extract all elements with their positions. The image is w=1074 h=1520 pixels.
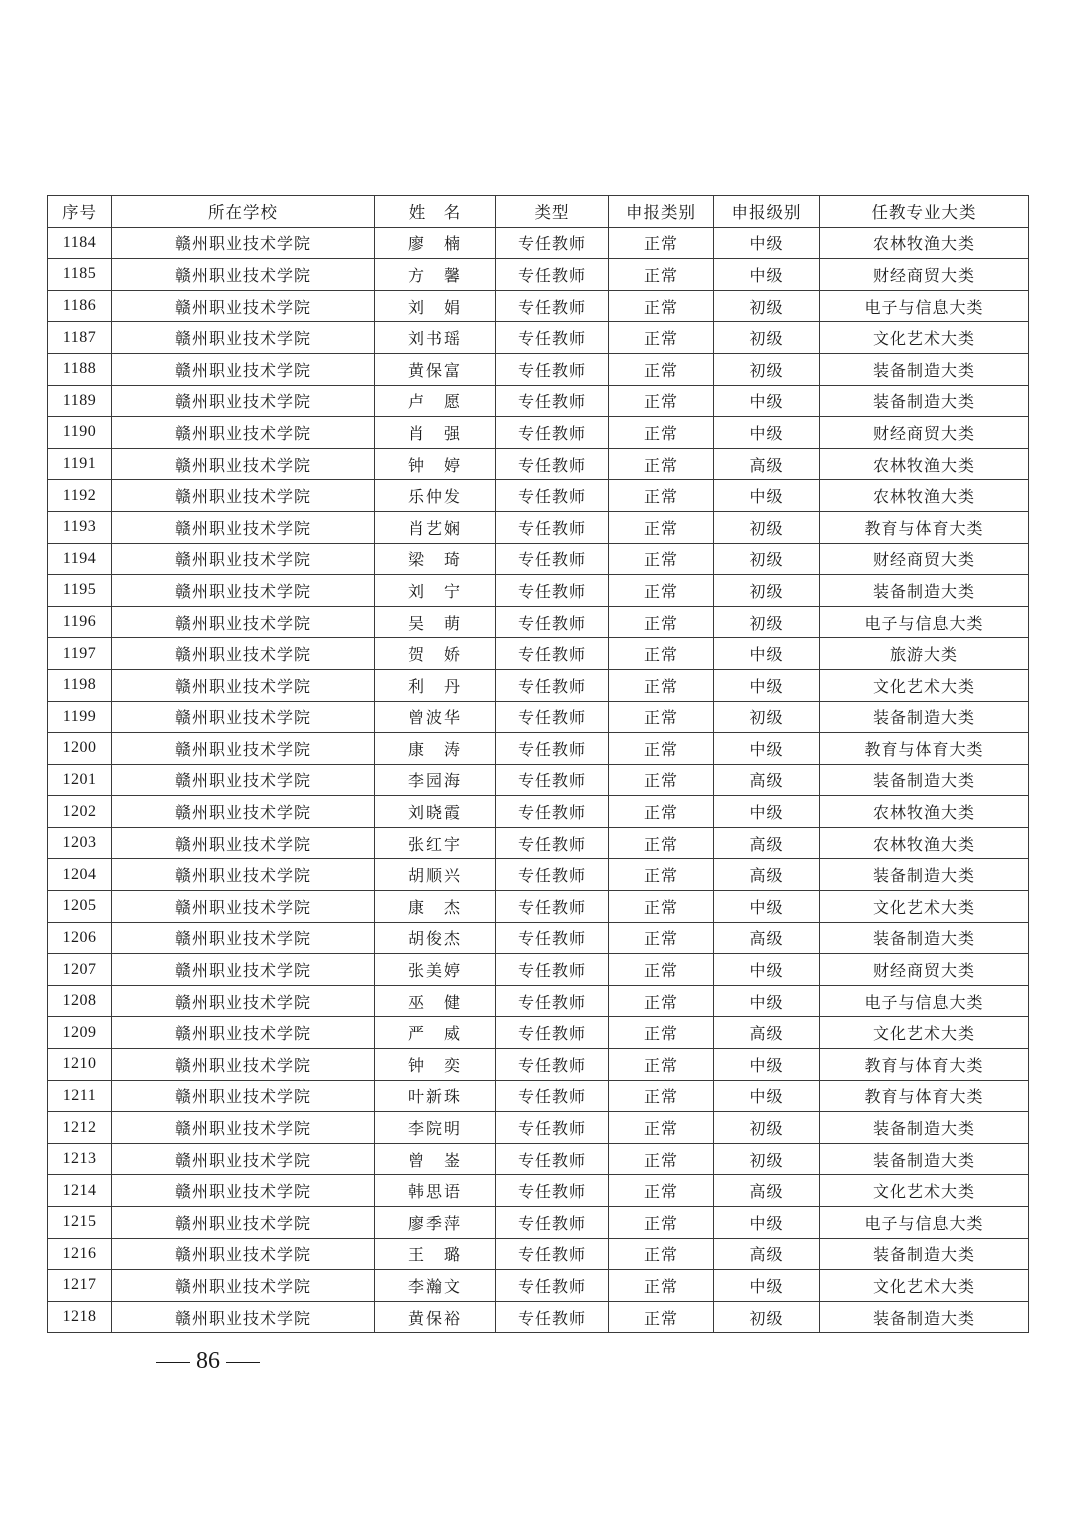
cell-name: 吴 萌: [375, 606, 496, 638]
cell-level: 高级: [714, 827, 820, 859]
cell-category: 正常: [609, 1270, 714, 1302]
header-school: 所在学校: [112, 196, 375, 228]
cell-category: 正常: [609, 1049, 714, 1081]
cell-category: 正常: [609, 1207, 714, 1239]
cell-type: 专任教师: [496, 227, 609, 259]
table-body: [48, 227, 1029, 1333]
cell-school: 赣州职业技术学院: [112, 891, 375, 923]
table-row: [48, 796, 1029, 828]
cell-school: 赣州职业技术学院: [112, 985, 375, 1017]
cell-level: 初级: [714, 511, 820, 543]
cell-school: 赣州职业技术学院: [112, 859, 375, 891]
cell-type: 专任教师: [496, 1143, 609, 1175]
cell-name: 肖 强: [375, 417, 496, 449]
table-row: [48, 480, 1029, 512]
cell-major: 电子与信息大类: [820, 290, 1029, 322]
footer-dash-right: [226, 1362, 260, 1363]
cell-index: 1188: [48, 353, 112, 385]
table-header-row: [48, 196, 1029, 228]
cell-major: 电子与信息大类: [820, 985, 1029, 1017]
cell-category: 正常: [609, 669, 714, 701]
cell-name: 李园海: [375, 764, 496, 796]
table-row: [48, 417, 1029, 449]
cell-name: 韩思语: [375, 1175, 496, 1207]
cell-school: 赣州职业技术学院: [112, 954, 375, 986]
cell-school: 赣州职业技术学院: [112, 1301, 375, 1333]
table-row: [48, 669, 1029, 701]
cell-level: 初级: [714, 353, 820, 385]
header-index: 序号: [48, 196, 112, 228]
cell-level: 高级: [714, 1175, 820, 1207]
cell-index: 1184: [48, 227, 112, 259]
header-name: 姓 名: [375, 196, 496, 228]
table-row: [48, 1143, 1029, 1175]
cell-type: 专任教师: [496, 764, 609, 796]
cell-school: 赣州职业技术学院: [112, 1175, 375, 1207]
cell-type: 专任教师: [496, 1175, 609, 1207]
cell-name: 叶新珠: [375, 1080, 496, 1112]
cell-name: 刘晓霞: [375, 796, 496, 828]
cell-major: 装备制造大类: [820, 1112, 1029, 1144]
cell-index: 1206: [48, 922, 112, 954]
cell-major: 财经商贸大类: [820, 543, 1029, 575]
cell-school: 赣州职业技术学院: [112, 1270, 375, 1302]
cell-name: 乐仲发: [375, 480, 496, 512]
cell-category: 正常: [609, 417, 714, 449]
cell-major: 电子与信息大类: [820, 1207, 1029, 1239]
cell-category: 正常: [609, 480, 714, 512]
cell-type: 专任教师: [496, 701, 609, 733]
cell-name: 张红宇: [375, 827, 496, 859]
cell-index: 1187: [48, 322, 112, 354]
cell-index: 1197: [48, 638, 112, 670]
cell-name: 梁 琦: [375, 543, 496, 575]
cell-type: 专任教师: [496, 1017, 609, 1049]
cell-type: 专任教师: [496, 1238, 609, 1270]
cell-major: 农林牧渔大类: [820, 796, 1029, 828]
cell-name: 黄保富: [375, 353, 496, 385]
cell-name: 刘书瑶: [375, 322, 496, 354]
cell-index: 1208: [48, 985, 112, 1017]
table-row: [48, 827, 1029, 859]
table-row: [48, 353, 1029, 385]
cell-level: 初级: [714, 1301, 820, 1333]
cell-level: 初级: [714, 1143, 820, 1175]
cell-major: 财经商贸大类: [820, 954, 1029, 986]
cell-category: 正常: [609, 701, 714, 733]
cell-category: 正常: [609, 922, 714, 954]
cell-category: 正常: [609, 259, 714, 291]
cell-school: 赣州职业技术学院: [112, 575, 375, 607]
cell-level: 中级: [714, 259, 820, 291]
table-row: [48, 385, 1029, 417]
cell-school: 赣州职业技术学院: [112, 764, 375, 796]
cell-school: 赣州职业技术学院: [112, 1143, 375, 1175]
cell-level: 初级: [714, 1112, 820, 1144]
cell-school: 赣州职业技术学院: [112, 259, 375, 291]
cell-name: 卢 愿: [375, 385, 496, 417]
page-footer: [150, 1346, 270, 1376]
table-row: [48, 922, 1029, 954]
page-number: 86: [196, 1348, 220, 1374]
cell-type: 专任教师: [496, 575, 609, 607]
cell-category: 正常: [609, 1175, 714, 1207]
cell-category: 正常: [609, 606, 714, 638]
cell-category: 正常: [609, 290, 714, 322]
cell-category: 正常: [609, 322, 714, 354]
header-type: 类型: [496, 196, 609, 228]
cell-type: 专任教师: [496, 511, 609, 543]
cell-type: 专任教师: [496, 1049, 609, 1081]
table-row: [48, 859, 1029, 891]
table-row: [48, 448, 1029, 480]
cell-index: 1189: [48, 385, 112, 417]
table-row: [48, 1049, 1029, 1081]
header-category: 申报类别: [609, 196, 714, 228]
cell-name: 李院明: [375, 1112, 496, 1144]
cell-school: 赣州职业技术学院: [112, 1207, 375, 1239]
cell-index: 1201: [48, 764, 112, 796]
cell-major: 财经商贸大类: [820, 417, 1029, 449]
cell-school: 赣州职业技术学院: [112, 227, 375, 259]
cell-level: 中级: [714, 638, 820, 670]
cell-index: 1186: [48, 290, 112, 322]
cell-category: 正常: [609, 353, 714, 385]
cell-school: 赣州职业技术学院: [112, 669, 375, 701]
cell-index: 1213: [48, 1143, 112, 1175]
cell-index: 1185: [48, 259, 112, 291]
cell-type: 专任教师: [496, 638, 609, 670]
cell-level: 初级: [714, 575, 820, 607]
cell-major: 装备制造大类: [820, 764, 1029, 796]
cell-school: 赣州职业技术学院: [112, 1080, 375, 1112]
table-row: [48, 891, 1029, 923]
cell-index: 1200: [48, 733, 112, 765]
cell-index: 1211: [48, 1080, 112, 1112]
footer-dash-left: [156, 1362, 190, 1363]
cell-school: 赣州职业技术学院: [112, 922, 375, 954]
cell-school: 赣州职业技术学院: [112, 448, 375, 480]
cell-name: 李瀚文: [375, 1270, 496, 1302]
cell-type: 专任教师: [496, 290, 609, 322]
table-row: [48, 259, 1029, 291]
cell-index: 1191: [48, 448, 112, 480]
cell-major: 装备制造大类: [820, 1238, 1029, 1270]
cell-school: 赣州职业技术学院: [112, 638, 375, 670]
cell-major: 教育与体育大类: [820, 511, 1029, 543]
table-row: [48, 227, 1029, 259]
cell-index: 1207: [48, 954, 112, 986]
cell-level: 中级: [714, 480, 820, 512]
cell-index: 1204: [48, 859, 112, 891]
cell-category: 正常: [609, 954, 714, 986]
cell-school: 赣州职业技术学院: [112, 796, 375, 828]
cell-index: 1190: [48, 417, 112, 449]
cell-name: 胡顺兴: [375, 859, 496, 891]
cell-index: 1194: [48, 543, 112, 575]
cell-name: 钟 婷: [375, 448, 496, 480]
cell-type: 专任教师: [496, 448, 609, 480]
table-row: [48, 543, 1029, 575]
cell-level: 初级: [714, 543, 820, 575]
cell-category: 正常: [609, 859, 714, 891]
cell-name: 张美婷: [375, 954, 496, 986]
table-row: [48, 701, 1029, 733]
table-row: [48, 1175, 1029, 1207]
cell-major: 文化艺术大类: [820, 1270, 1029, 1302]
cell-category: 正常: [609, 1017, 714, 1049]
cell-school: 赣州职业技术学院: [112, 827, 375, 859]
cell-major: 文化艺术大类: [820, 891, 1029, 923]
cell-major: 装备制造大类: [820, 859, 1029, 891]
table-row: [48, 1301, 1029, 1333]
cell-major: 装备制造大类: [820, 1301, 1029, 1333]
cell-name: 刘 娟: [375, 290, 496, 322]
cell-index: 1218: [48, 1301, 112, 1333]
cell-school: 赣州职业技术学院: [112, 1112, 375, 1144]
cell-category: 正常: [609, 227, 714, 259]
cell-level: 中级: [714, 385, 820, 417]
cell-category: 正常: [609, 1301, 714, 1333]
table-row: [48, 638, 1029, 670]
cell-level: 中级: [714, 954, 820, 986]
table-row: [48, 733, 1029, 765]
cell-level: 中级: [714, 417, 820, 449]
table-row: [48, 511, 1029, 543]
cell-major: 文化艺术大类: [820, 1175, 1029, 1207]
cell-major: 教育与体育大类: [820, 733, 1029, 765]
cell-level: 中级: [714, 1270, 820, 1302]
table-row: [48, 322, 1029, 354]
cell-school: 赣州职业技术学院: [112, 1049, 375, 1081]
cell-category: 正常: [609, 1238, 714, 1270]
cell-name: 廖 楠: [375, 227, 496, 259]
cell-index: 1195: [48, 575, 112, 607]
cell-major: 文化艺术大类: [820, 322, 1029, 354]
cell-name: 巫 健: [375, 985, 496, 1017]
cell-index: 1214: [48, 1175, 112, 1207]
cell-major: 农林牧渔大类: [820, 227, 1029, 259]
cell-type: 专任教师: [496, 259, 609, 291]
cell-type: 专任教师: [496, 827, 609, 859]
cell-name: 刘 宁: [375, 575, 496, 607]
cell-type: 专任教师: [496, 985, 609, 1017]
cell-school: 赣州职业技术学院: [112, 543, 375, 575]
cell-major: 教育与体育大类: [820, 1049, 1029, 1081]
cell-major: 农林牧渔大类: [820, 480, 1029, 512]
cell-level: 高级: [714, 448, 820, 480]
cell-name: 严 威: [375, 1017, 496, 1049]
cell-type: 专任教师: [496, 1080, 609, 1112]
cell-index: 1217: [48, 1270, 112, 1302]
cell-level: 中级: [714, 669, 820, 701]
cell-level: 高级: [714, 1238, 820, 1270]
cell-category: 正常: [609, 891, 714, 923]
cell-category: 正常: [609, 575, 714, 607]
cell-index: 1209: [48, 1017, 112, 1049]
cell-category: 正常: [609, 543, 714, 575]
roster-table-container: [47, 195, 1028, 1333]
table-row: [48, 985, 1029, 1017]
cell-type: 专任教师: [496, 385, 609, 417]
cell-type: 专任教师: [496, 733, 609, 765]
cell-type: 专任教师: [496, 322, 609, 354]
cell-index: 1198: [48, 669, 112, 701]
cell-type: 专任教师: [496, 796, 609, 828]
cell-school: 赣州职业技术学院: [112, 511, 375, 543]
cell-index: 1205: [48, 891, 112, 923]
cell-category: 正常: [609, 733, 714, 765]
header-major: 任教专业大类: [820, 196, 1029, 228]
cell-level: 高级: [714, 1017, 820, 1049]
table-row: [48, 606, 1029, 638]
cell-name: 肖艺娴: [375, 511, 496, 543]
cell-category: 正常: [609, 638, 714, 670]
cell-school: 赣州职业技术学院: [112, 417, 375, 449]
cell-school: 赣州职业技术学院: [112, 480, 375, 512]
cell-name: 利 丹: [375, 669, 496, 701]
cell-name: 王 璐: [375, 1238, 496, 1270]
cell-major: 财经商贸大类: [820, 259, 1029, 291]
cell-level: 初级: [714, 322, 820, 354]
cell-school: 赣州职业技术学院: [112, 1238, 375, 1270]
table-row: [48, 1017, 1029, 1049]
cell-level: 中级: [714, 796, 820, 828]
cell-level: 中级: [714, 891, 820, 923]
cell-name: 曾 崟: [375, 1143, 496, 1175]
cell-name: 黄保裕: [375, 1301, 496, 1333]
cell-type: 专任教师: [496, 859, 609, 891]
table-row: [48, 290, 1029, 322]
cell-type: 专任教师: [496, 1270, 609, 1302]
cell-level: 中级: [714, 1049, 820, 1081]
cell-index: 1202: [48, 796, 112, 828]
cell-major: 装备制造大类: [820, 385, 1029, 417]
cell-type: 专任教师: [496, 543, 609, 575]
cell-major: 教育与体育大类: [820, 1080, 1029, 1112]
cell-index: 1210: [48, 1049, 112, 1081]
roster-table: [47, 195, 1029, 1333]
cell-major: 装备制造大类: [820, 922, 1029, 954]
cell-level: 中级: [714, 1080, 820, 1112]
cell-index: 1203: [48, 827, 112, 859]
cell-category: 正常: [609, 1080, 714, 1112]
cell-type: 专任教师: [496, 353, 609, 385]
cell-name: 曾波华: [375, 701, 496, 733]
cell-school: 赣州职业技术学院: [112, 322, 375, 354]
cell-name: 钟 奕: [375, 1049, 496, 1081]
cell-name: 康 杰: [375, 891, 496, 923]
cell-category: 正常: [609, 511, 714, 543]
table-row: [48, 1112, 1029, 1144]
cell-category: 正常: [609, 1143, 714, 1175]
cell-index: 1193: [48, 511, 112, 543]
cell-category: 正常: [609, 796, 714, 828]
cell-school: 赣州职业技术学院: [112, 385, 375, 417]
cell-type: 专任教师: [496, 1112, 609, 1144]
cell-category: 正常: [609, 764, 714, 796]
cell-name: 廖季萍: [375, 1207, 496, 1239]
cell-type: 专任教师: [496, 669, 609, 701]
cell-major: 农林牧渔大类: [820, 448, 1029, 480]
cell-name: 贺 娇: [375, 638, 496, 670]
cell-index: 1216: [48, 1238, 112, 1270]
cell-type: 专任教师: [496, 954, 609, 986]
table-row: [48, 764, 1029, 796]
cell-level: 高级: [714, 859, 820, 891]
cell-major: 旅游大类: [820, 638, 1029, 670]
table-row: [48, 1238, 1029, 1270]
cell-type: 专任教师: [496, 1207, 609, 1239]
cell-level: 高级: [714, 922, 820, 954]
table-row: [48, 1207, 1029, 1239]
cell-school: 赣州职业技术学院: [112, 353, 375, 385]
cell-name: 方 馨: [375, 259, 496, 291]
table-row: [48, 575, 1029, 607]
cell-type: 专任教师: [496, 1301, 609, 1333]
cell-index: 1196: [48, 606, 112, 638]
cell-type: 专任教师: [496, 480, 609, 512]
cell-index: 1212: [48, 1112, 112, 1144]
cell-index: 1199: [48, 701, 112, 733]
cell-school: 赣州职业技术学院: [112, 290, 375, 322]
cell-major: 装备制造大类: [820, 701, 1029, 733]
cell-level: 中级: [714, 733, 820, 765]
header-level: 申报级别: [714, 196, 820, 228]
table-row: [48, 1080, 1029, 1112]
cell-school: 赣州职业技术学院: [112, 606, 375, 638]
cell-level: 高级: [714, 764, 820, 796]
cell-level: 初级: [714, 606, 820, 638]
cell-category: 正常: [609, 985, 714, 1017]
cell-major: 电子与信息大类: [820, 606, 1029, 638]
cell-major: 农林牧渔大类: [820, 827, 1029, 859]
cell-category: 正常: [609, 385, 714, 417]
cell-category: 正常: [609, 1112, 714, 1144]
cell-major: 装备制造大类: [820, 1143, 1029, 1175]
table-row: [48, 1270, 1029, 1302]
cell-school: 赣州职业技术学院: [112, 1017, 375, 1049]
cell-name: 康 涛: [375, 733, 496, 765]
cell-school: 赣州职业技术学院: [112, 701, 375, 733]
cell-index: 1215: [48, 1207, 112, 1239]
cell-major: 装备制造大类: [820, 575, 1029, 607]
cell-index: 1192: [48, 480, 112, 512]
cell-major: 装备制造大类: [820, 353, 1029, 385]
cell-name: 胡俊杰: [375, 922, 496, 954]
cell-major: 文化艺术大类: [820, 1017, 1029, 1049]
cell-type: 专任教师: [496, 922, 609, 954]
cell-level: 初级: [714, 701, 820, 733]
cell-level: 中级: [714, 227, 820, 259]
cell-level: 初级: [714, 290, 820, 322]
cell-category: 正常: [609, 827, 714, 859]
cell-level: 中级: [714, 1207, 820, 1239]
cell-category: 正常: [609, 448, 714, 480]
cell-type: 专任教师: [496, 891, 609, 923]
cell-type: 专任教师: [496, 417, 609, 449]
cell-school: 赣州职业技术学院: [112, 733, 375, 765]
cell-level: 中级: [714, 985, 820, 1017]
cell-type: 专任教师: [496, 606, 609, 638]
cell-major: 文化艺术大类: [820, 669, 1029, 701]
table-row: [48, 954, 1029, 986]
